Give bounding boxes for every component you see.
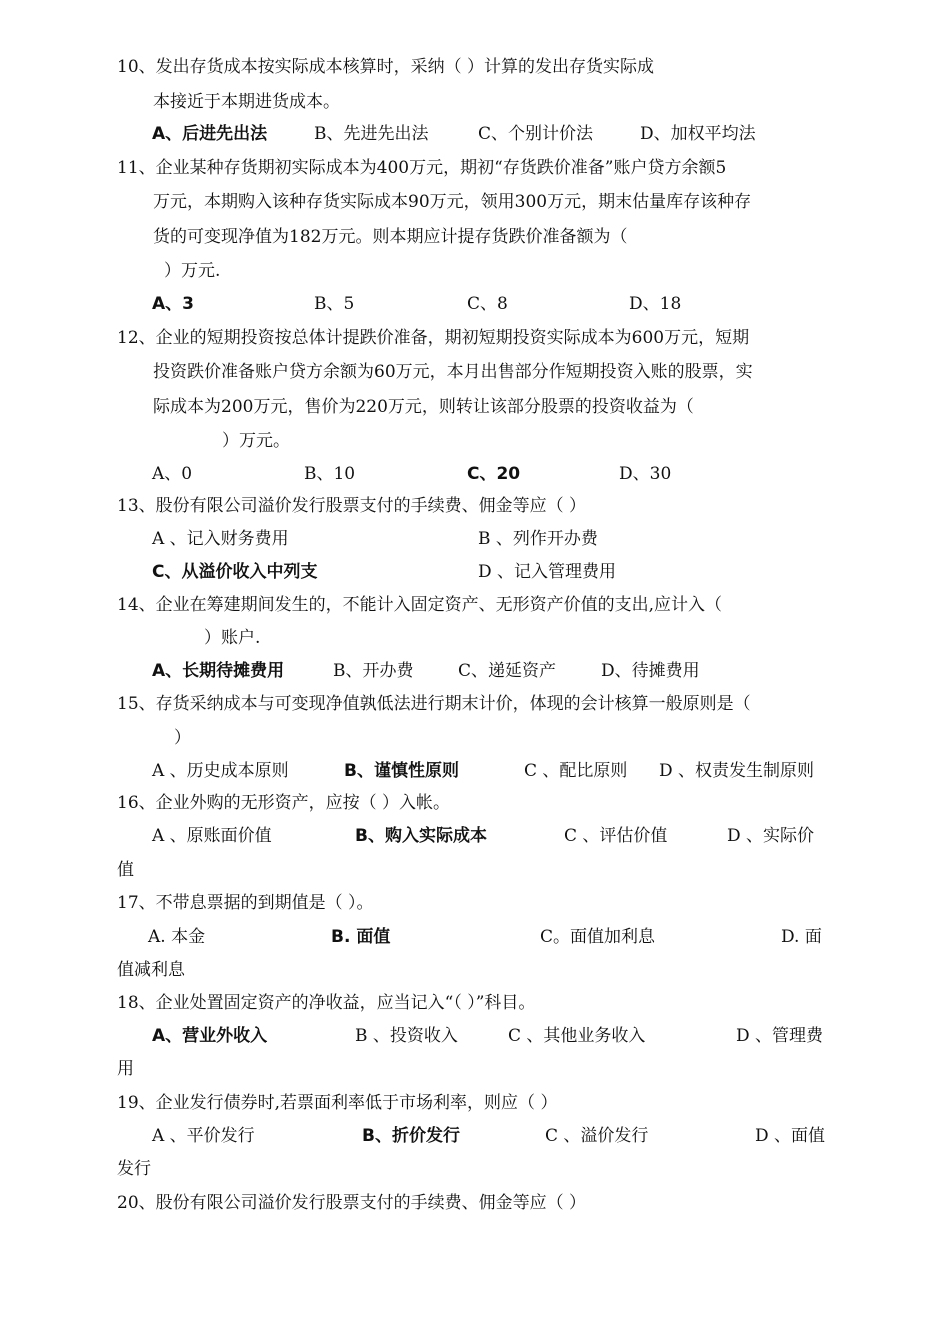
- q15-option-a: A 、历史成本原则: [152, 761, 289, 781]
- q14-stem-line2: ）账户.: [204, 628, 261, 648]
- q13-stem-line1: 13、股份有限公司溢价发行股票支付的手续费、佣金等应（ ）: [117, 496, 587, 516]
- q11-stem-line2: 万元，本期购入该种存货实际成本90万元，领用300万元，期末估量库存该种存: [153, 192, 752, 212]
- q19-option-a: A 、平价发行: [152, 1126, 255, 1146]
- q11-stem-line4: ）万元.: [164, 261, 221, 281]
- q15-option-b: B、谨慎性原则: [344, 761, 459, 781]
- q13-option-d: D 、记入管理费用: [478, 562, 617, 582]
- q10-stem-line1: 10、发出存货成本按实际成本核算时，采纳（ ）计算的发出存货实际成: [117, 57, 655, 77]
- q15-stem-line1: 15、存货采纳成本与可变现净值孰低法进行期末计价，体现的会计核算一般原则是（: [117, 694, 751, 714]
- q14-option-a: A、长期待摊费用: [152, 661, 285, 681]
- q17-stem-line1: 17、不带息票据的到期值是（ ）。: [117, 893, 374, 913]
- q19-option-b: B、折价发行: [362, 1126, 460, 1146]
- q16-option-d-wrap: 值: [117, 860, 134, 880]
- q10-option-a: A、后进先出法: [152, 124, 268, 144]
- q18-option-a: A、营业外收入: [152, 1026, 268, 1046]
- q17-option-d-wrap: 值减利息: [117, 960, 185, 980]
- q16-option-b: B、购入实际成本: [355, 826, 487, 846]
- q17-option-b: B. 面值: [331, 927, 391, 947]
- q19-option-d: D 、面值: [755, 1126, 826, 1146]
- q15-stem-line2: ）: [174, 728, 191, 748]
- q12-stem-line2: 投资跌价准备账户贷方余额为60万元，本月出售部分作短期投资入账的股票，实: [153, 362, 753, 382]
- q15-option-c: C 、配比原则: [524, 761, 628, 781]
- q19-stem-line1: 19、企业发行债券时,若票面利率低于市场利率，则应（ ）: [117, 1093, 558, 1113]
- q12-option-c: C、20: [467, 464, 521, 484]
- q11-stem-line1: 11、企业某种存货期初实际成本为400万元，期初“存货跌价准备”账户贷方余额5: [117, 158, 727, 178]
- q11-option-d: D、18: [629, 294, 682, 314]
- q19-option-d-wrap: 发行: [117, 1159, 151, 1179]
- q11-option-a: A、3: [152, 294, 194, 314]
- q16-option-d: D 、实际价: [727, 826, 815, 846]
- q10-stem-line2: 本接近于本期进货成本。: [153, 92, 340, 112]
- q16-option-a: A 、原账面价值: [152, 826, 272, 846]
- q19-option-c: C 、溢价发行: [545, 1126, 649, 1146]
- q11-stem-line3: 货的可变现净值为182万元。则本期应计提存货跌价准备额为（: [153, 227, 628, 247]
- q18-stem-line1: 18、企业处置固定资产的净收益，应当记入“（ ）”科目。: [117, 993, 536, 1013]
- q12-option-d: D、30: [619, 464, 672, 484]
- q18-option-c: C 、其他业务收入: [508, 1026, 646, 1046]
- q12-option-b: B、10: [304, 464, 356, 484]
- q10-option-c: C、个别计价法: [478, 124, 594, 144]
- q13-option-c: C、从溢价收入中列支: [152, 562, 318, 582]
- q14-option-b: B、开办费: [333, 661, 414, 681]
- q14-option-c: C、递延资产: [458, 661, 557, 681]
- q12-option-a: A、0: [152, 464, 193, 484]
- q18-option-d: D 、管理费: [736, 1026, 824, 1046]
- q14-option-d: D、待摊费用: [601, 661, 700, 681]
- q10-option-b: B、先进先出法: [314, 124, 429, 144]
- q20-stem-line1: 20、股份有限公司溢价发行股票支付的手续费、佣金等应（ ）: [117, 1193, 587, 1213]
- q12-stem-line3: 际成本为200万元，售价为220万元，则转让该部分股票的投资收益为（: [153, 397, 694, 417]
- q16-stem-line1: 16、企业外购的无形资产，应按（ ）入帐。: [117, 793, 451, 813]
- q12-stem-line1: 12、企业的短期投资按总体计提跌价准备，期初短期投资实际成本为600万元，短期: [117, 328, 750, 348]
- q18-option-b: B 、投资收入: [355, 1026, 458, 1046]
- q15-option-d: D 、权责发生制原则: [659, 761, 815, 781]
- q11-option-c: C、8: [467, 294, 508, 314]
- q17-option-c: C。面值加利息: [540, 927, 656, 947]
- q10-option-d: D、加权平均法: [640, 124, 756, 144]
- q11-option-b: B、5: [314, 294, 355, 314]
- q17-option-a: A. 本金: [148, 927, 206, 947]
- q13-option-b: B 、列作开办费: [478, 529, 598, 549]
- q12-stem-line4: ）万元。: [222, 431, 290, 451]
- q16-option-c: C 、评估价值: [564, 826, 668, 846]
- q14-stem-line1: 14、企业在筹建期间发生的，不能计入固定资产、无形资产价值的支出,应计入（: [117, 595, 723, 615]
- q17-option-d: D. 面: [781, 927, 822, 947]
- q13-option-a: A 、记入财务费用: [152, 529, 289, 549]
- q18-option-d-wrap: 用: [117, 1059, 134, 1079]
